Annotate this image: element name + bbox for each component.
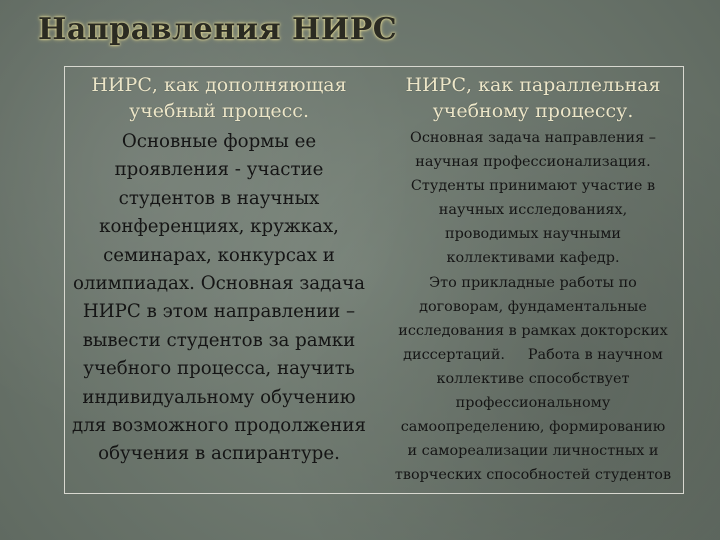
left-body-line: студентов в научных bbox=[118, 187, 320, 209]
left-body-line: НИРС в этом направлении – bbox=[82, 301, 356, 323]
right-body-line: коллективами кафедр. bbox=[446, 250, 620, 267]
left-body-line: конференциях, кружках, bbox=[99, 216, 339, 238]
left-body-line: Основные формы ее bbox=[121, 131, 317, 152]
slide-title: Направления НИРС bbox=[38, 12, 398, 47]
left-heading bbox=[66, 72, 372, 124]
left-body-line: для возможного продолжения bbox=[72, 415, 366, 437]
right-body bbox=[378, 126, 688, 487]
left-body-line: проявления - участие bbox=[114, 159, 324, 181]
left-heading-line-1: НИРС, как дополняющая bbox=[91, 74, 347, 96]
right-body-line: и самореализации личностных и bbox=[407, 443, 659, 460]
right-body-line: научных исследованиях, bbox=[438, 202, 628, 219]
left-heading-line-2: учебный процесс. bbox=[129, 100, 309, 122]
left-body-line: семинарах, конкурсах и bbox=[103, 244, 335, 266]
right-body-line: творческих способностей студентов bbox=[394, 467, 672, 484]
right-body-line: Это прикладные работы по bbox=[429, 274, 637, 291]
right-heading-line-1: НИРС, как параллельная bbox=[405, 74, 661, 96]
right-body-line: диссертаций. Работа в научном bbox=[403, 346, 663, 363]
right-body-line: профессиональному bbox=[455, 395, 611, 412]
right-column bbox=[378, 72, 688, 487]
right-body-line: научная профессионализация. bbox=[415, 154, 651, 171]
left-column bbox=[66, 72, 372, 469]
left-body-line: индивидуальному обучению bbox=[82, 386, 356, 408]
right-body-line: исследования в рамках докторских bbox=[398, 322, 668, 339]
left-body bbox=[66, 128, 372, 469]
left-body-line: учебного процесса, научить bbox=[83, 358, 355, 380]
left-body-line: обучения в аспирантуре. bbox=[98, 443, 340, 465]
right-heading bbox=[378, 72, 688, 124]
right-body-line: проводимых научными bbox=[444, 226, 621, 243]
right-heading-line-2: учебному процессу. bbox=[432, 100, 634, 122]
left-body-line: вывести студентов за рамки bbox=[82, 329, 356, 351]
right-body-line: самоопределению, формированию bbox=[400, 419, 666, 436]
right-body-line: Студенты принимают участие в bbox=[410, 178, 656, 195]
right-body-line: коллективе способствует bbox=[436, 370, 630, 387]
right-body-line: Основная задача направления – bbox=[410, 130, 656, 146]
left-body-line: олимпиадах. Основная задача bbox=[72, 273, 366, 295]
right-body-line: договорам, фундаментальные bbox=[419, 298, 647, 315]
